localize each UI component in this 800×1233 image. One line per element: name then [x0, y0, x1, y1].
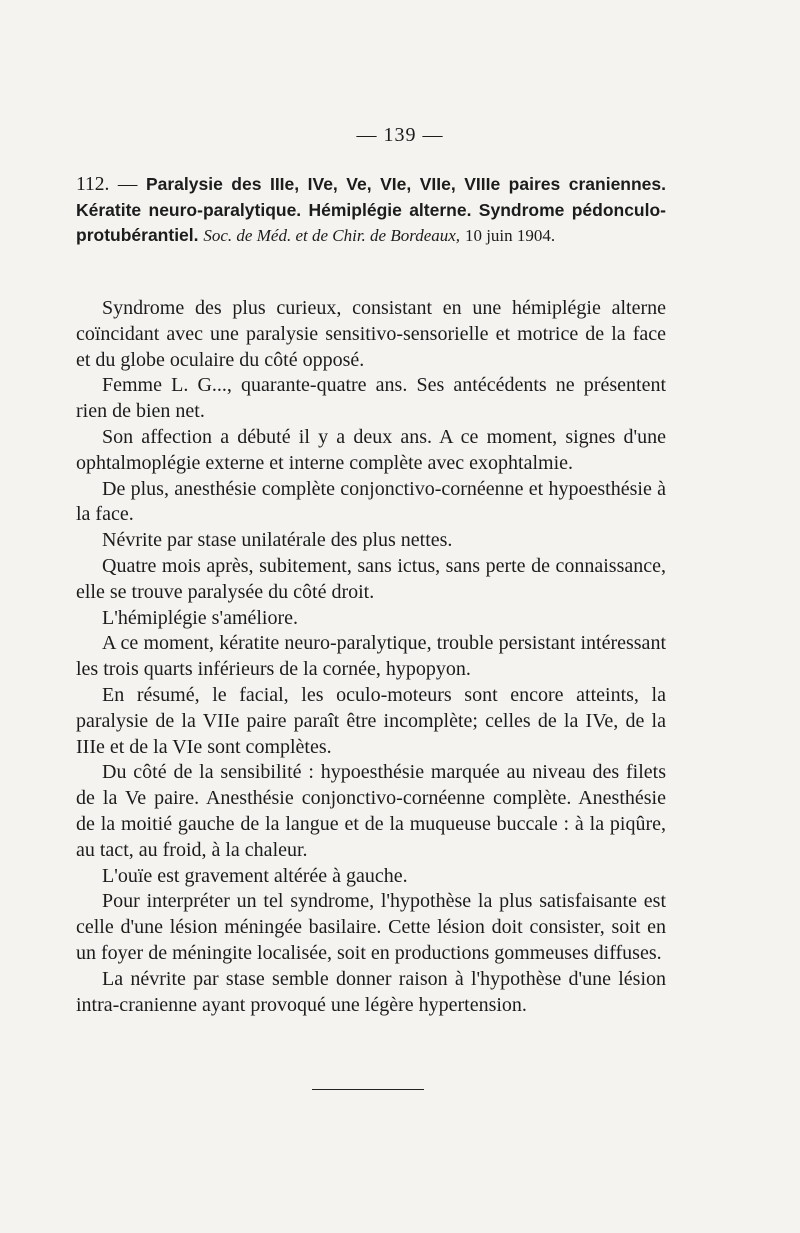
body-text: [76, 296, 666, 1018]
page-number: — 139 —: [356, 124, 444, 146]
entry-source: Soc. de Méd. et de Chir. de Bordeaux,: [203, 226, 461, 245]
entry-heading: [76, 172, 666, 249]
paragraph: En résumé, le facial, les oculo-moteurs sont encore atteints, la paralysie de la VIIe paire paraît être incomplète; celles de la IVe, de la IIIe et de la VIe sont complètes.: [76, 683, 666, 758]
paragraph: L'ouïe est gravement altérée à gauche.: [102, 864, 408, 887]
paragraph: Névrite par stase unilatérale des plus nettes.: [102, 529, 453, 552]
paragraph: Du côté de la sensibilité : hypoesthésie marquée au niveau des filets de la Ve paire. Anesthésie conjonctivo-cornéenne complète. Anesthésie de la moitié gauche de la langue et de la muqueuse buccale : à la piqûre, au tact, au froid, à la chaleur.: [76, 761, 666, 861]
entry-title: Paralysie des IIIe, IVe, Ve, VIe, VIIe, VIIIe paires craniennes. Kératite neuro-paralytique. Hémiplégie alterne. Syndrome pédonculo-protubérantiel.: [76, 174, 667, 245]
paragraph: Son affection a débuté il y a deux ans. A ce moment, signes d'une ophtalmoplégie externe et interne complète avec exophtalmie.: [76, 425, 666, 474]
paragraph: Femme L. G..., quarante-quatre ans. Ses antécédents ne présentent rien de bien net.: [76, 374, 666, 423]
paragraph: A ce moment, kératite neuro-paralytique, trouble persistant intéressant les trois quarts inférieurs de la cornée, hypopyon.: [76, 632, 666, 681]
paragraph: De plus, anesthésie complète conjonctivo-cornéenne et hypoesthésie à la face.: [76, 477, 666, 526]
entry-number: 112.: [76, 174, 110, 195]
paragraph: L'hémiplégie s'améliore.: [102, 606, 299, 629]
end-rule: [312, 1089, 424, 1090]
paragraph: Syndrome des plus curieux, consistant en une hémiplégie alterne coïncidant avec une paralysie sensitivo-sensorielle et motrice de la face et du globe oculaire du côté opposé.: [76, 297, 666, 371]
entry-dash: —: [109, 174, 146, 195]
paragraph: Pour interpréter un tel syndrome, l'hypothèse la plus satisfaisante est celle d'une lésion méningée basilaire. Cette lésion doit consister, soit en un foyer de méningite localisée, soit en productions gommeuses diffuses.: [76, 890, 666, 964]
paragraph: La névrite par stase semble donner raison à l'hypothèse d'une lésion intra-cranienne ayant provoqué une légère hypertension.: [76, 967, 666, 1016]
paragraph: Quatre mois après, subitement, sans ictus, sans perte de connaissance, elle se trouve paralysée du côté droit.: [76, 554, 666, 603]
entry-date: 10 juin 1904.: [464, 226, 556, 245]
